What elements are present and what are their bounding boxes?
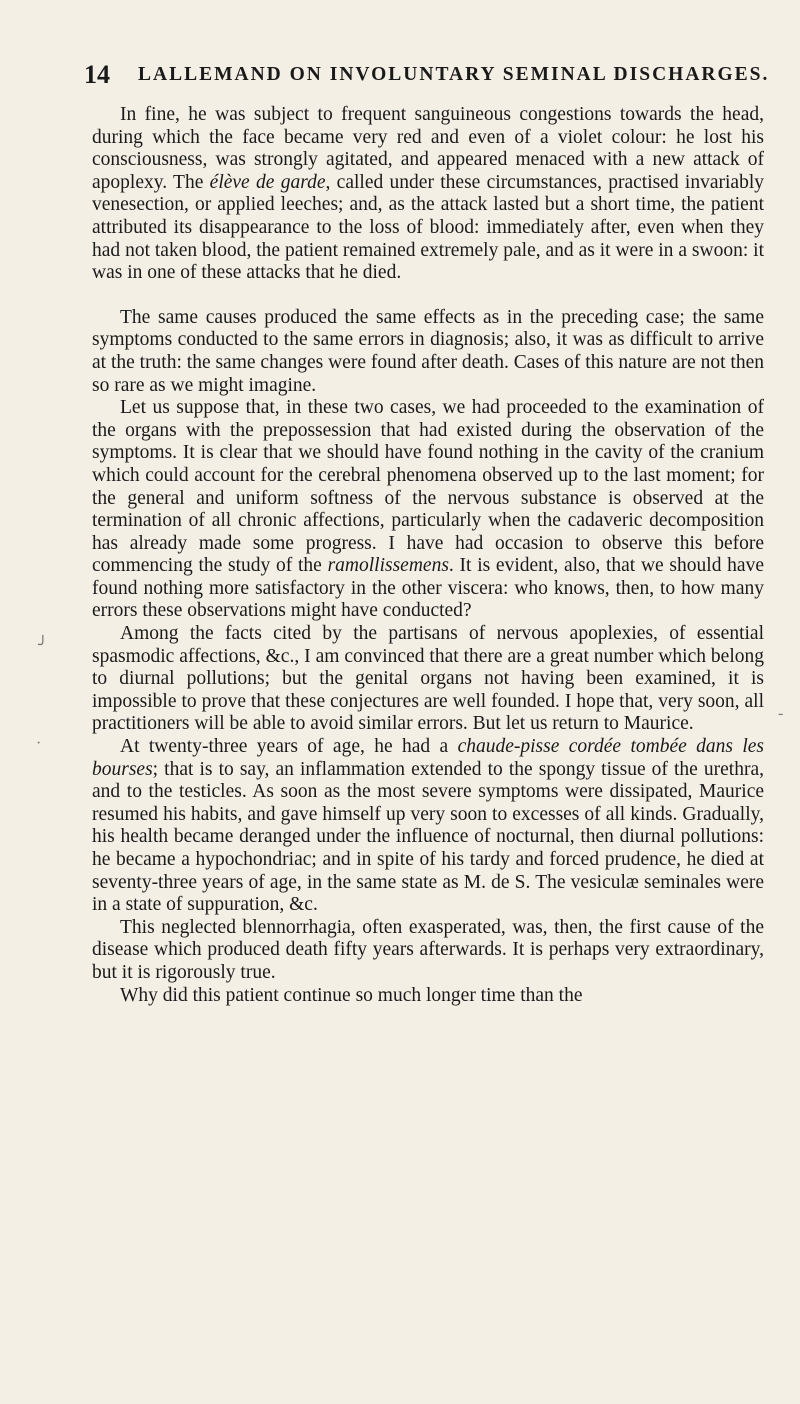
page-number: 14 [84, 60, 110, 89]
paragraph [92, 307, 764, 397]
paragraph-text: Why did this patient continue so much longer time than the [120, 984, 583, 1006]
paragraph [92, 917, 764, 985]
body-text [92, 104, 764, 1007]
italic-phrase: chaude-pisse cordée tombée dans les bourses [92, 736, 764, 780]
paragraph-text: ; that is to say, an inflammation extended to the spongy tissue of the urethra, and to the testicles. As soon as the most severe symptoms were dissipated, Maurice resumed his habits, and gave himself up very soon to excesses of all kinds. Gradually, his health became deranged under the influence of nocturnal, then diurnal pollutions: he became a hypochondriac; and in spite of his tardy and forced prudence, he died at seventy-three years of age, in the same state as M. de S. The vesiculæ seminales were in a state of suppuration, &c. [92, 758, 764, 916]
running-head: LALLEMAND ON INVOLUNTARY SEMINAL DISCHARGES. [138, 64, 770, 85]
paragraph-text: Let us suppose that, in these two cases, we had proceeded to the examination of the organs with the prepossession that had existed during the observation of the symptoms. It is clear that we should have found nothing in the cavity of the cranium which could account for the cerebral phenomena observed up to the last moment; for the general and uniform softness of the nervous substance is observed at the termination of all chronic affections, particularly when the cadaveric decomposition has already made some progress. I have had occasion to observe this before commencing the study of the [92, 397, 764, 577]
paragraph [92, 736, 764, 917]
paragraph [92, 985, 764, 1008]
paragraph-text: . It is evident, also, that we should have found nothing more satisfactory in the other viscera: who knows, then, to how many errors these observations might have conducted? [92, 555, 764, 622]
paragraph [92, 397, 764, 623]
italic-phrase: ramollissemens [327, 555, 449, 577]
italic-phrase: élève de garde [209, 171, 326, 193]
paragraph-text: This neglected blennorrhagia, often exasperated, was, then, the first cause of the disease which produced death fifty years afterwards. It is perhaps very extraordinary, but it is rigorously true. [92, 916, 764, 983]
paragraph-text: The same causes produced the same effects as in the preceding case; the same symptoms conducted to the same errors in diagnosis; also, it was as difficult to arrive at the truth: the same changes were found after death. Cases of this nature are not then so rare as we might imagine. [92, 306, 764, 396]
paragraph-text: In fine, he was subject to frequent sanguineous congestions towards the head, during which the face became very red and even of a violet colour: he lost his consciousness, was strongly agitated, and appeared menaced with a new attack of apoplexy. The [92, 104, 764, 193]
paragraph-text: At twenty-three years of age, he had a [120, 736, 458, 758]
paragraph [92, 104, 764, 285]
paragraph-text: Among the facts cited by the partisans of nervous apoplexies, of essential spasmodic affections, &c., I am convinced that there are a great number which belong to diurnal pollutions; but the genital organs not having been examined, it is impossible to prove that these conjectures are well founded. I hope that, very soon, all practitioners will be able to avoid similar errors. But let us return to Maurice. [92, 623, 764, 735]
paragraph [92, 623, 764, 736]
paragraph-text: , called under these circumstances, practised invariably venesection, or applied leeches; and, as the attack lasted but a short time, the patient attributed its disappearance to the loss of blood: immediately after, even when they had not taken blood, the patient remained extremely pale, and as it were in a swoon: it was in one of these attacks that he died. [92, 171, 764, 284]
margin-pencil-mark: ╯ [38, 637, 48, 654]
margin-pencil-mark: - [778, 705, 784, 722]
margin-pencil-mark: · [36, 735, 42, 752]
page-header [84, 60, 774, 92]
